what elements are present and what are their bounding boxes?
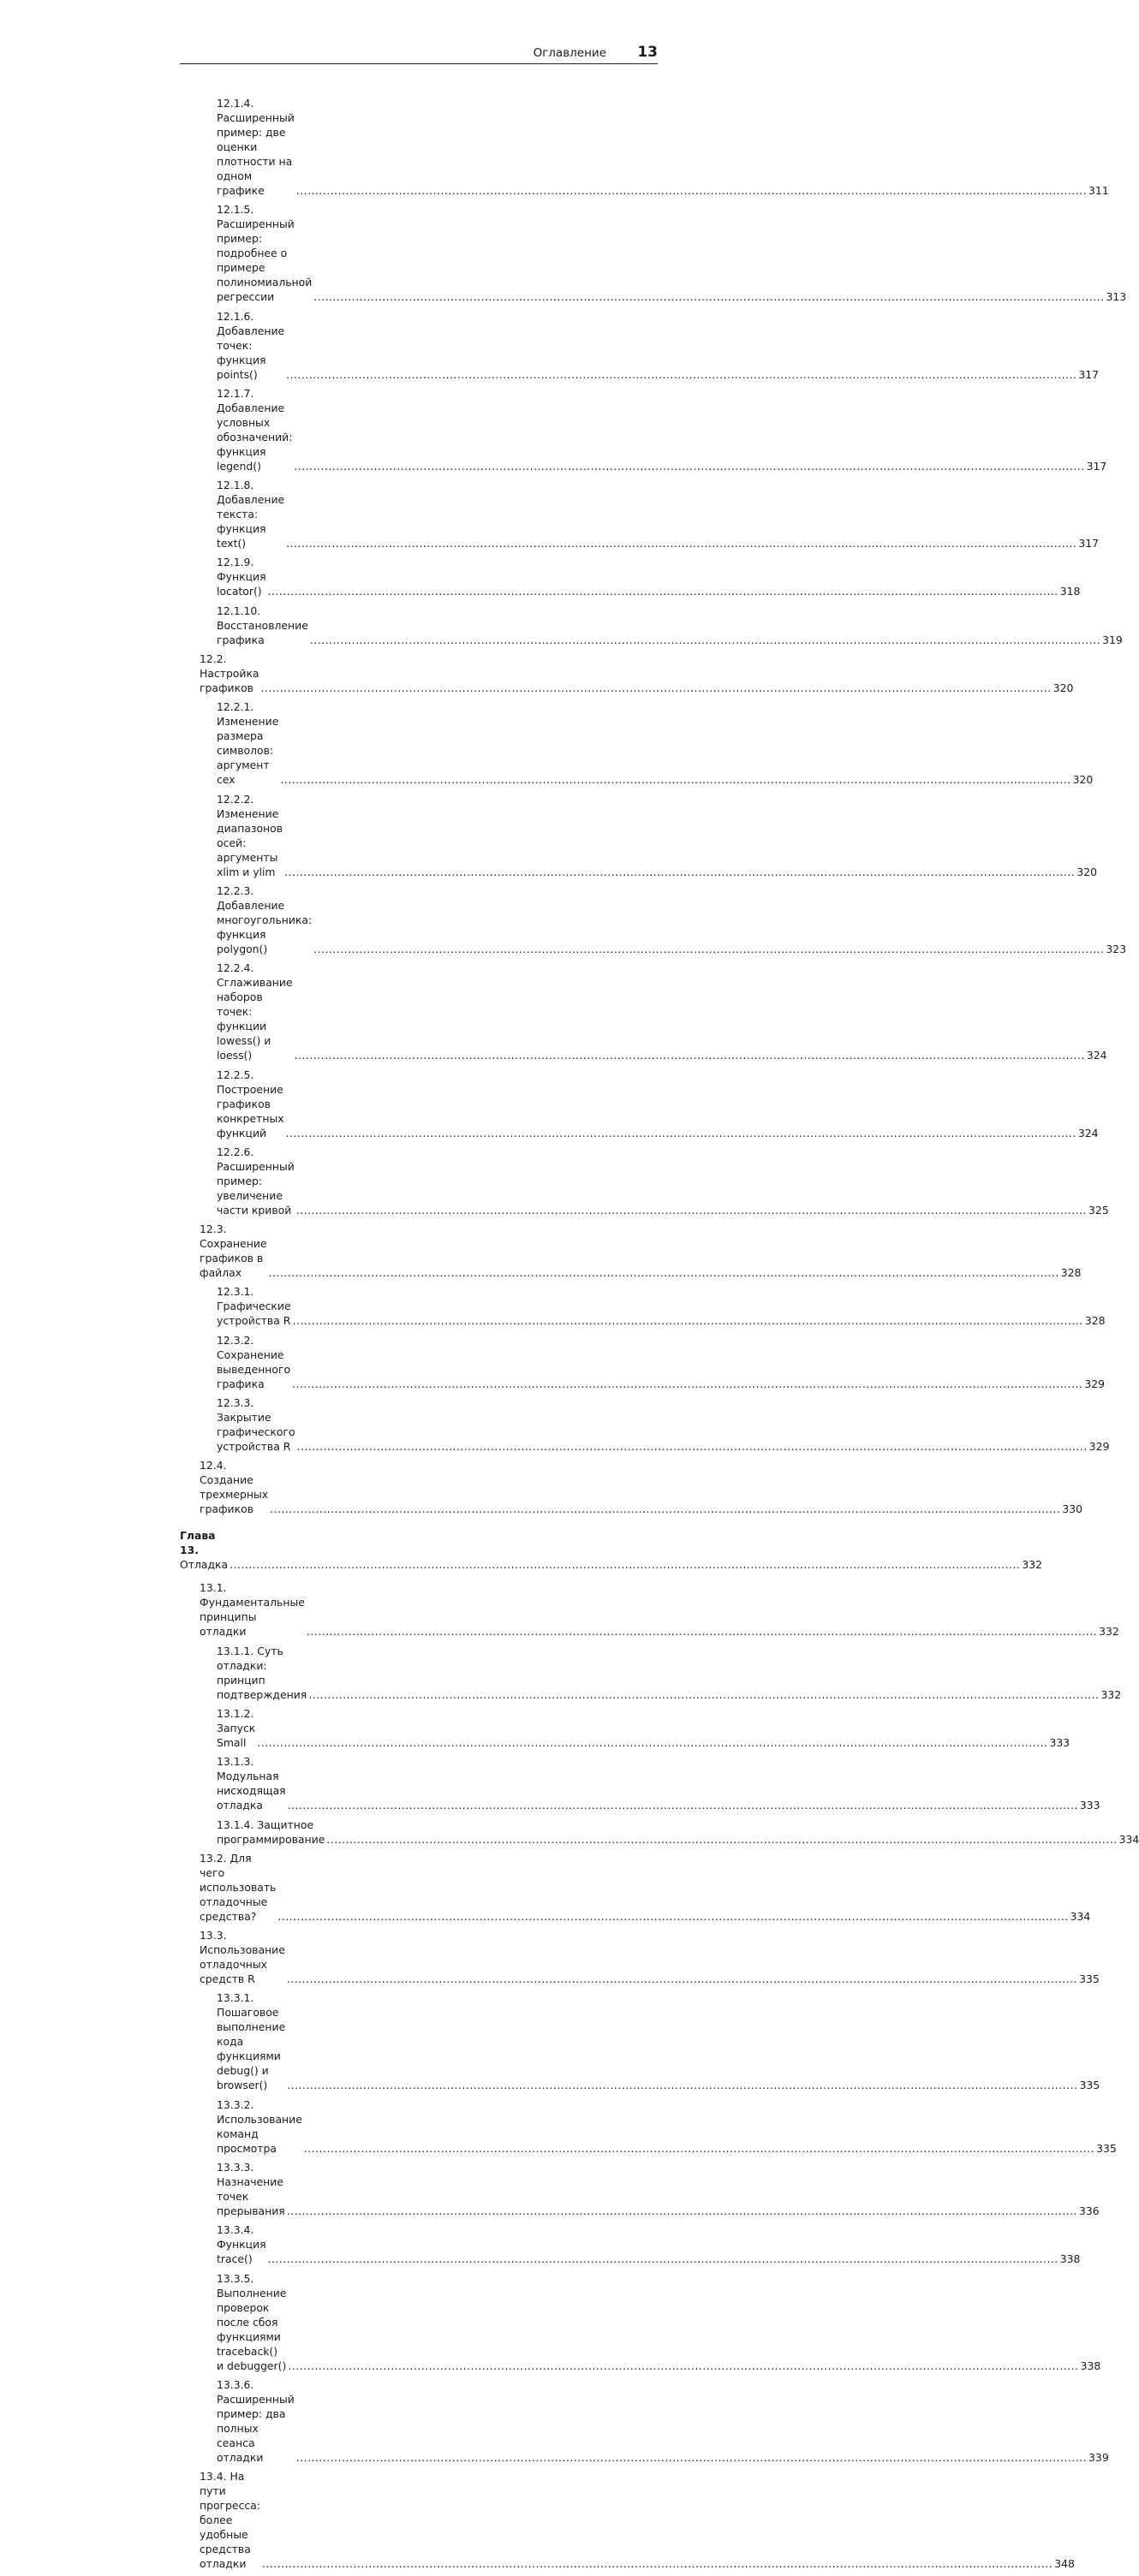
- leader-dots: [270, 1502, 1060, 1516]
- toc-entry-page: 329: [1084, 1377, 1105, 1390]
- leader-dots: [287, 2078, 1077, 2092]
- toc-entry: [200, 651, 1074, 695]
- toc-entry-page: 332: [1100, 1687, 1122, 1701]
- toc-entry-page: 313: [1106, 290, 1127, 304]
- toc-entry-page: 320: [1053, 681, 1074, 695]
- page-header: [180, 45, 658, 64]
- toc-entry-text: 12.3. Сохранение графиков в файлах: [200, 1223, 267, 1280]
- toc-entry-page: 317: [1078, 367, 1100, 381]
- toc-entry-page: 319: [1102, 633, 1123, 646]
- toc-entry-line2: регрессии: [217, 290, 275, 304]
- toc-entry: [217, 2271, 1101, 2373]
- leader-dots: [286, 367, 1076, 382]
- toc-entry-text: 12.2. Настройка графиков: [200, 652, 259, 695]
- leader-dots: [297, 1439, 1088, 1454]
- toc-entry: [217, 2222, 1081, 2266]
- leader-dots: [287, 2204, 1077, 2218]
- toc-entry-page: 328: [1084, 1314, 1106, 1328]
- toc-entry-page: 324: [1077, 1126, 1099, 1139]
- toc-entry-line1: 12.1.5. Расширенный пример: подробнее о примере полиномиальной: [217, 203, 313, 289]
- toc-entry: [200, 1222, 1082, 1280]
- toc-group-chapter-12: [180, 96, 1127, 1516]
- toc-entry-page: 320: [1072, 773, 1094, 787]
- toc-entry: [200, 1458, 1082, 1516]
- toc-entry-page: 333: [1049, 1735, 1070, 1749]
- toc-entry-text: [217, 2271, 286, 2373]
- toc-entry: [217, 1817, 1139, 1847]
- toc-entry-text: 12.1.8. Добавление текста: функция text(): [217, 479, 285, 550]
- leader-dots: [292, 1377, 1082, 1391]
- toc-entry-page: 335: [1079, 2079, 1100, 2092]
- leader-dots: [261, 681, 1052, 695]
- leader-dots: [286, 1126, 1076, 1140]
- leader-dots: [257, 1735, 1047, 1750]
- leader-dots: [296, 2450, 1087, 2465]
- leader-dots: [288, 1798, 1078, 1812]
- toc-entry-text: 13.1.3. Модульная нисходящая отладка: [217, 1755, 286, 1812]
- toc-entry: [217, 1990, 1100, 2092]
- toc-entry: [217, 309, 1100, 382]
- toc-entry-page: 339: [1088, 2450, 1109, 2464]
- leader-dots: [310, 633, 1100, 647]
- toc-entry: [200, 2469, 1075, 2571]
- toc-entry-text: 12.2.2. Изменение диапазонов осей: аргументы xlim и ylim: [217, 792, 283, 878]
- toc-entry: [200, 1928, 1100, 1986]
- toc-entry: [217, 202, 1127, 304]
- toc-entry-text: 13.1.2. Запуск Small: [217, 1706, 256, 1749]
- toc-entry-text: 12.1.9. Функция locator(): [217, 556, 266, 598]
- toc-entry-page: 325: [1088, 1203, 1109, 1217]
- leader-dots: [286, 536, 1076, 550]
- toc-entry-text: 13.3.4. Функция trace(): [217, 2223, 266, 2266]
- toc-entry-text: 12.2.5. Построение графиков конкретных функций: [217, 1068, 284, 1139]
- toc-entry-page: 348: [1054, 2557, 1075, 2571]
- toc-entry: [217, 1284, 1106, 1328]
- toc-entry-text: 12.2.4. Сглаживание наборов точек: функции lowess() и loess(): [217, 961, 293, 1062]
- toc-entry: [217, 2160, 1100, 2218]
- toc-entry-text: 13.1.4. Защитное программирование: [217, 1817, 325, 1846]
- toc-entry-page: 328: [1060, 1266, 1082, 1280]
- toc-entry: [217, 1644, 1122, 1702]
- chapter-title: Отладка: [180, 1558, 229, 1572]
- toc-entry-text: 13.3.6. Расширенный пример: два полных сеанса отладки: [217, 2377, 295, 2464]
- toc-entry-text: 12.2.6. Расширенный пример: увеличение части кривой: [217, 1145, 295, 1217]
- toc-entry: [217, 96, 1109, 198]
- toc-entry: [217, 604, 1123, 647]
- toc-entry-page: 335: [1079, 1972, 1100, 1986]
- toc-entry-page: 317: [1078, 537, 1100, 550]
- toc-entry: [200, 1580, 1119, 1639]
- toc-entry-text: 12.4. Создание трехмерных графиков: [200, 1459, 269, 1516]
- toc-entry: [217, 1145, 1109, 1217]
- leader-dots: [262, 2556, 1053, 2571]
- toc-entry-text: 13.2. Для чего использовать отладочные средства?: [200, 1851, 277, 1923]
- leader-dots: [308, 1687, 1099, 1702]
- toc-entry-page: 333: [1079, 1799, 1100, 1812]
- toc-entry-page: 317: [1086, 459, 1107, 473]
- toc-entry: [217, 386, 1107, 473]
- toc-entry-page: 330: [1062, 1502, 1082, 1516]
- toc-entry: [200, 1851, 1091, 1924]
- toc-entry: [217, 1333, 1105, 1391]
- toc-entry-page: 329: [1088, 1440, 1110, 1454]
- leader-dots: [268, 584, 1058, 598]
- leader-dots: [307, 1624, 1097, 1639]
- toc-entry: [217, 699, 1094, 787]
- toc-entry: [217, 478, 1100, 550]
- toc-entry-text: [217, 202, 312, 304]
- toc-entry: [217, 792, 1097, 879]
- toc-entry-page: 334: [1070, 1909, 1091, 1923]
- toc-entry-page: 335: [1096, 2141, 1117, 2155]
- toc-entry-line1: 13.3.5. Выполнение проверок после сбоя функциями traceback(): [217, 2271, 287, 2358]
- toc-entry-page: 336: [1078, 2204, 1100, 2218]
- table-of-contents: [180, 96, 1139, 2576]
- leader-dots: [288, 2359, 1078, 2373]
- toc-entry: [217, 2097, 1117, 2156]
- toc-entry-text: 12.1.7. Добавление условных обозначений: функция legend(): [217, 386, 293, 473]
- toc-entry-line2: и debugger(): [217, 2359, 287, 2372]
- toc-entry-text: 12.1.4. Расширенный пример: две оценки плотности на одном графике: [217, 97, 295, 197]
- chapter-page: 332: [1022, 1558, 1043, 1572]
- leader-dots: [295, 1048, 1085, 1062]
- toc-entry: [217, 555, 1081, 598]
- leader-dots: [294, 459, 1084, 473]
- leader-dots: [296, 1203, 1087, 1217]
- toc-entry-text: 13.3. Использование отладочных средств R: [200, 1929, 285, 1986]
- leader-dots: [280, 772, 1070, 787]
- toc-entry-page: 338: [1080, 2359, 1101, 2372]
- running-title: Оглавление: [533, 46, 606, 60]
- page-number: 13: [637, 44, 658, 61]
- toc-entry: [217, 883, 1127, 956]
- toc-entry-page: 334: [1118, 1832, 1139, 1846]
- toc-entry-page: 323: [1106, 942, 1127, 955]
- toc-entry-page: 324: [1086, 1049, 1107, 1062]
- toc-entry-text: 12.1.6. Добавление точек: функция points(): [217, 309, 285, 381]
- toc-entry-text: 13.3.3. Назначение точек прерывания: [217, 2161, 285, 2218]
- toc-entry: [217, 1754, 1100, 1812]
- toc-entry: [217, 961, 1107, 1062]
- toc-entry-page: 338: [1059, 2252, 1081, 2266]
- toc-entry-page: 320: [1076, 865, 1097, 878]
- leader-dots: [293, 1313, 1083, 1328]
- chapter-label: Глава 13.: [180, 1529, 216, 1557]
- leader-dots: [269, 1265, 1059, 1280]
- toc-entry-page: 332: [1099, 1625, 1119, 1639]
- toc-entry-text: 13.3.2. Использование команд просмотра: [217, 2097, 302, 2155]
- leader-dots: [287, 1972, 1077, 1986]
- toc-entry: [217, 1395, 1110, 1454]
- leader-dots: [326, 1832, 1117, 1847]
- toc-entry-text: 13.1. Фундаментальные принципы отладки: [200, 1581, 305, 1639]
- leader-dots: [230, 1557, 1020, 1572]
- toc-entry: [217, 1068, 1099, 1140]
- leader-dots: [284, 865, 1075, 879]
- toc-entry-text: 13.1.1. Суть отладки: принцип подтверждения: [217, 1644, 307, 1701]
- leader-dots: [277, 1909, 1068, 1924]
- toc-entry-text: 12.2.3. Добавление многоугольника: функция polygon(): [217, 883, 313, 955]
- toc-entry: [217, 1706, 1070, 1750]
- leader-dots: [313, 942, 1104, 956]
- toc-entry-text: 12.3.2. Сохранение выведенного графика: [217, 1333, 291, 1390]
- toc-entry-page: 311: [1088, 184, 1109, 197]
- toc-entry-text: 13.3.1. Пошаговое выполнение кода функциями debug() и browser(): [217, 1991, 286, 2092]
- toc-entry: [217, 2377, 1109, 2465]
- toc-entry-text: 12.3.3. Закрытие графического устройства R: [217, 1396, 295, 1454]
- leader-dots: [268, 2252, 1058, 2266]
- toc-entry-text: 12.2.1. Изменение размера символов: аргумент cex: [217, 700, 279, 787]
- toc-chapter-13: [180, 1528, 1043, 1572]
- toc-group-chapter-13: [180, 1580, 1139, 2571]
- toc-entry-text: 12.3.1. Графические устройства R: [217, 1285, 291, 1328]
- toc-entry-text: 12.1.10. Восстановление графика: [217, 604, 308, 646]
- toc-entry-text: 13.4. На пути прогресса: более удобные средства отладки: [200, 2470, 260, 2571]
- leader-dots: [313, 289, 1104, 304]
- leader-dots: [296, 183, 1087, 198]
- toc-entry-page: 318: [1059, 585, 1081, 598]
- leader-dots: [304, 2141, 1094, 2156]
